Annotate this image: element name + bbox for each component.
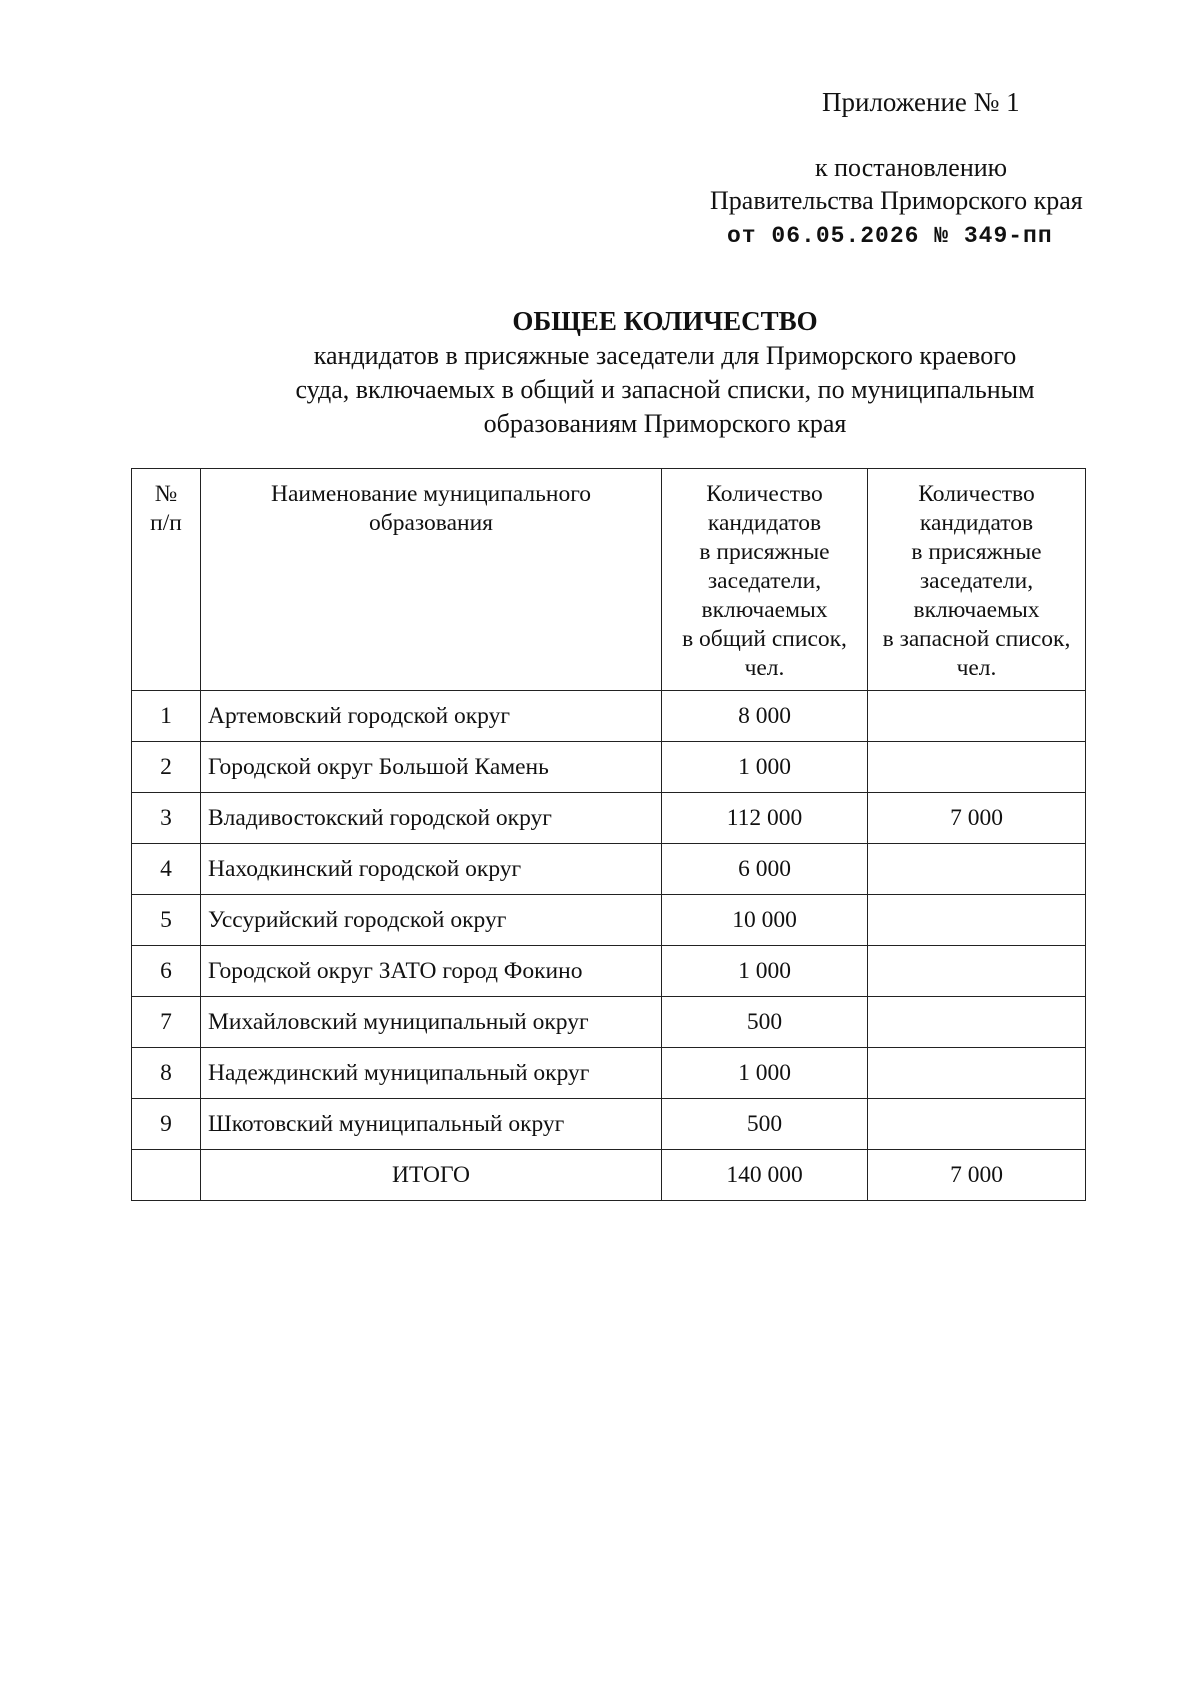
document-title: ОБЩЕЕ КОЛИЧЕСТВО: [512, 306, 818, 336]
subtitle-line-1: кандидатов в присяжные заседатели для Приморского краевого: [313, 341, 1017, 370]
header-general-line: чел.: [744, 655, 785, 681]
header-name-line: образования: [369, 510, 493, 536]
row-general-count: 1 000: [662, 1048, 868, 1099]
row-general-count: 112 000: [662, 793, 868, 844]
row-number: 4: [132, 844, 201, 895]
header-general-line: включаемых: [701, 597, 828, 623]
subtitle-line-2: суда, включаемых в общий и запасной списки, по муниципальным: [295, 375, 1035, 404]
table-row: [132, 844, 1086, 895]
row-general-count: 1 000: [662, 742, 868, 793]
total-general-count: 140 000: [662, 1150, 868, 1201]
table-row: [132, 946, 1086, 997]
header-reserve-line: в запасной список,: [882, 626, 1071, 652]
row-municipality: Надеждинский муниципальный округ: [201, 1048, 662, 1099]
header-name: [201, 469, 662, 691]
row-general-count: 500: [662, 1099, 868, 1150]
resolution-date-number: от 06.05.2026 № 349-пп: [727, 223, 1053, 249]
header-general-line: заседатели,: [707, 568, 822, 594]
row-reserve-count: [868, 1099, 1086, 1150]
row-reserve-count: [868, 946, 1086, 997]
row-municipality: Уссурийский городской округ: [201, 895, 662, 946]
candidates-table: [131, 468, 1086, 1201]
header-name-line: Наименование муниципального: [271, 481, 591, 507]
header-reserve-line: заседатели,: [919, 568, 1034, 594]
header-general-list: [662, 469, 868, 691]
row-municipality: Михайловский муниципальный округ: [201, 997, 662, 1048]
resolution-reference: к постановлению: [815, 153, 1008, 182]
appendix-title: Приложение № 1: [822, 87, 1020, 117]
row-number: 5: [132, 895, 201, 946]
table-row: [132, 997, 1086, 1048]
table-row: [132, 793, 1086, 844]
row-number: 3: [132, 793, 201, 844]
total-number-empty: [132, 1150, 201, 1201]
row-reserve-count: [868, 997, 1086, 1048]
row-number: 2: [132, 742, 201, 793]
total-label: ИТОГО: [201, 1150, 662, 1201]
header-general-line: в присяжные: [699, 539, 830, 565]
row-reserve-count: [868, 742, 1086, 793]
row-municipality: Городской округ ЗАТО город Фокино: [201, 946, 662, 997]
row-municipality: Городской округ Большой Камень: [201, 742, 662, 793]
subtitle-line-3: образованиям Приморского края: [483, 409, 847, 438]
table-row: [132, 1048, 1086, 1099]
header-reserve-line: Количество: [918, 481, 1035, 507]
row-municipality: Артемовский городской округ: [201, 691, 662, 742]
row-general-count: 8 000: [662, 691, 868, 742]
resolution-issuer: Правительства Приморского края: [710, 186, 1083, 215]
row-general-count: 1 000: [662, 946, 868, 997]
row-reserve-count: [868, 1048, 1086, 1099]
row-number: 8: [132, 1048, 201, 1099]
header-reserve-line: чел.: [956, 655, 997, 681]
header-general-line: Количество: [706, 481, 823, 507]
table-total-row: [132, 1150, 1086, 1201]
header-number-line: №: [154, 481, 178, 507]
row-number: 7: [132, 997, 201, 1048]
row-reserve-count: [868, 691, 1086, 742]
row-municipality: Владивостокский городской округ: [201, 793, 662, 844]
table-row: [132, 1099, 1086, 1150]
row-general-count: 500: [662, 997, 868, 1048]
table-row: [132, 742, 1086, 793]
header-reserve-line: в присяжные: [911, 539, 1042, 565]
row-number: 1: [132, 691, 201, 742]
header-reserve-line: кандидатов: [919, 510, 1034, 536]
document-subtitle: [240, 339, 1090, 441]
table-header-row: [132, 469, 1086, 691]
table-row: [132, 895, 1086, 946]
total-reserve-count: 7 000: [868, 1150, 1086, 1201]
row-reserve-count: [868, 844, 1086, 895]
header-number-line: п/п: [150, 510, 182, 536]
row-municipality: Находкинский городской округ: [201, 844, 662, 895]
row-number: 6: [132, 946, 201, 997]
row-municipality: Шкотовский муниципальный округ: [201, 1099, 662, 1150]
header-general-line: в общий список,: [682, 626, 847, 652]
table-row: [132, 691, 1086, 742]
row-reserve-count: 7 000: [868, 793, 1086, 844]
header-reserve-list: [868, 469, 1086, 691]
row-number: 9: [132, 1099, 201, 1150]
header-reserve-line: включаемых: [913, 597, 1040, 623]
row-reserve-count: [868, 895, 1086, 946]
row-general-count: 6 000: [662, 844, 868, 895]
header-general-line: кандидатов: [707, 510, 822, 536]
header-number: [132, 469, 201, 691]
row-general-count: 10 000: [662, 895, 868, 946]
